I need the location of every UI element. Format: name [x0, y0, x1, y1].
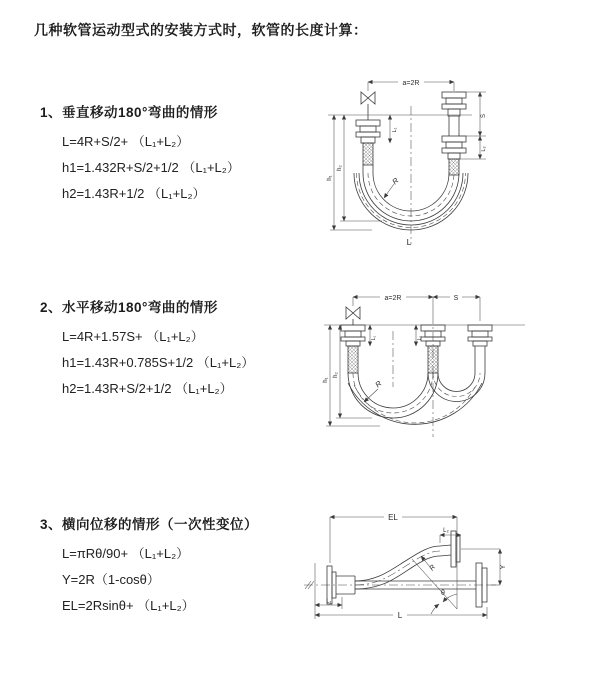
radius-label: R — [390, 175, 401, 187]
horizontal-bend-drawing — [310, 285, 600, 450]
flange — [451, 531, 460, 567]
length-label: L — [397, 611, 403, 620]
dim-l2-label: L₂ — [481, 146, 487, 152]
formula-line: L=4R+S/2+ （L₁+L₂） — [62, 134, 190, 149]
dim-l1-label: L₁ — [326, 599, 332, 605]
hose-u-bend — [348, 373, 438, 418]
diagram-horizontal-180-bend — [310, 285, 600, 450]
formula-list — [40, 541, 315, 619]
dim-s-label: S — [481, 113, 487, 119]
dim-el-label: EL — [388, 513, 398, 522]
dim-h2-label: h₂ — [333, 372, 339, 378]
page-title: 几种软管运动型式的安装方式时，软管的长度计算： — [34, 22, 368, 38]
length-label: L — [406, 237, 412, 247]
formula-line: L=4R+1.57S+ （L₁+L₂） — [62, 329, 204, 344]
dim-h1-label: h₁ — [323, 377, 329, 383]
radius-label: R — [373, 378, 384, 390]
valve-icon — [361, 92, 375, 104]
section-lateral-displacement — [40, 516, 315, 619]
formula-line: L=πRθ/90+ （L₁+L₂） — [62, 546, 190, 561]
hose-fitting — [442, 92, 466, 175]
section-horizontal-movement — [40, 299, 315, 402]
section-heading: 2、水平移动180°弯曲的情形 — [40, 300, 218, 315]
dim-l2-label: L₂ — [417, 335, 423, 341]
section-heading: 3、横向位移的情形（一次性变位） — [40, 517, 259, 532]
section-vertical-movement — [40, 104, 315, 207]
dim-h2-label: h₂ — [337, 165, 343, 171]
vertical-bend-drawing — [310, 68, 594, 264]
hose-fitting — [468, 325, 492, 373]
dim-a2r-label: a=2R — [384, 295, 402, 302]
formula-line: h2=1.43R+1/2 （L₁+L₂） — [62, 186, 206, 201]
hose-fitting — [356, 120, 380, 173]
formula-line: h1=1.432R+S/2+1/2 （L₁+L₂） — [62, 160, 240, 175]
dim-l1-label: L₁ — [371, 335, 377, 341]
formula-line: h2=1.43R+S/2+1/2 （L₁+L₂） — [62, 381, 233, 396]
dim-h1-label: h₁ — [327, 175, 333, 181]
diagram-lateral-displacement — [300, 505, 600, 645]
angle-theta-label: θ — [441, 590, 445, 597]
formula-list — [40, 129, 315, 207]
formula-line: h1=1.43R+0.785S+1/2 （L₁+L₂） — [62, 355, 255, 370]
valve-icon — [346, 307, 360, 319]
radius-label: R — [428, 563, 438, 573]
hose-fitting — [341, 325, 365, 373]
dim-s-label: S — [453, 295, 459, 302]
lateral-displacement-drawing — [300, 505, 600, 645]
hose-s-curve — [355, 545, 451, 589]
dim-l1-label: L₁ — [392, 127, 398, 133]
formula-line: Y=2R（1-cosθ） — [62, 572, 160, 587]
dim-l2-label: L₂ — [443, 528, 449, 534]
dim-a2r-label: a=2R — [402, 80, 420, 87]
diagram-vertical-180-bend — [310, 68, 594, 264]
section-heading: 1、垂直移动180°弯曲的情形 — [40, 105, 218, 120]
formula-list — [40, 324, 315, 402]
formula-line: EL=2Rsinθ+ （L₁+L₂） — [62, 598, 195, 613]
dim-y-label: Y — [500, 564, 507, 570]
